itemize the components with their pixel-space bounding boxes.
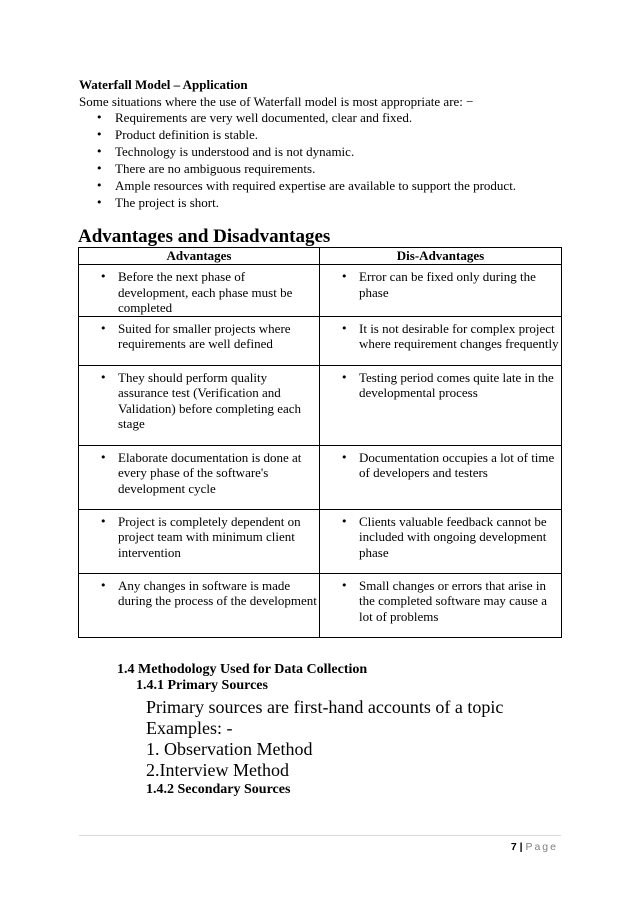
table-row [79, 265, 562, 317]
advantage-text: • Project is completely dependent on project team with minimum client intervention [100, 514, 317, 561]
advantage-cell [79, 573, 320, 637]
advantage-text: • Suited for smaller projects where requirements are well defined [100, 321, 317, 352]
disadvantage-cell [320, 509, 562, 573]
methodology-heading: 1.4 Methodology Used for Data Collection [117, 662, 368, 677]
page-footer [511, 840, 558, 854]
table-row [79, 316, 562, 365]
header-advantages: Advantages [79, 248, 320, 265]
advantages-heading: Advantages and Disadvantages [78, 226, 331, 247]
conditions-list [96, 110, 516, 211]
page-label: Page [525, 841, 558, 853]
advantage-text: • Elaborate documentation is done at every phase of the software's development cycle [100, 450, 317, 497]
advantage-text: • Before the next phase of development, each phase must be completed [100, 269, 317, 316]
examples-label: Examples: - [146, 718, 233, 738]
page-number: 7 [510, 841, 517, 853]
primary-sources-heading: 1.4.1 Primary Sources [136, 678, 268, 693]
list-item: • There are no ambiguous requirements. [96, 161, 516, 178]
advantage-cell [79, 316, 320, 365]
list-item: • Product definition is stable. [96, 127, 516, 144]
section-title: Waterfall Model – Application [79, 77, 248, 92]
advantage-cell [79, 265, 320, 317]
disadvantage-text: • Documentation occupies a lot of time of developers and testers [341, 450, 559, 481]
secondary-sources-heading: 1.4.2 Secondary Sources [146, 782, 291, 797]
disadvantage-text: • Small changes or errors that arise in the completed software may cause a lot of problems [341, 578, 559, 625]
table-header-row [79, 248, 562, 265]
disadvantage-cell [320, 365, 562, 445]
footer-divider [79, 835, 561, 836]
advantage-text: • Any changes in software is made during the process of the development [100, 578, 317, 609]
primary-sources-text: Primary sources are first-hand accounts of a topic [146, 697, 504, 717]
advantages-table [78, 247, 562, 638]
disadvantage-cell [320, 265, 562, 317]
intro-text: Some situations where the use of Waterfall model is most appropriate are: − [79, 94, 474, 109]
table-row [79, 365, 562, 445]
table-row [79, 445, 562, 509]
list-item: • Technology is understood and is not dynamic. [96, 144, 516, 161]
header-disadvantages: Dis-Advantages [320, 248, 562, 265]
disadvantage-cell [320, 316, 562, 365]
advantage-cell [79, 365, 320, 445]
advantage-cell [79, 445, 320, 509]
disadvantage-text: • Testing period comes quite late in the developmental process [341, 370, 559, 401]
example-interview: 2.Interview Method [146, 760, 289, 780]
list-item: • Ample resources with required expertise are available to support the product. [96, 178, 516, 195]
list-item: • The project is short. [96, 195, 516, 212]
disadvantage-text: • Error can be fixed only during the phase [341, 269, 559, 300]
advantage-cell [79, 509, 320, 573]
disadvantage-text: • Clients valuable feedback cannot be included with ongoing development phase [341, 514, 559, 561]
advantage-text: • They should perform quality assurance test (Verification and Validation) before completing each stage [100, 370, 317, 432]
example-observation: 1. Observation Method [146, 739, 313, 759]
footer-separator: | [519, 841, 523, 853]
table-row [79, 509, 562, 573]
disadvantage-text: • It is not desirable for complex project where requirement changes frequently [341, 321, 559, 352]
disadvantage-cell [320, 445, 562, 509]
table-row [79, 573, 562, 637]
list-item: • Requirements are very well documented, clear and fixed. [96, 110, 516, 127]
disadvantage-cell [320, 573, 562, 637]
